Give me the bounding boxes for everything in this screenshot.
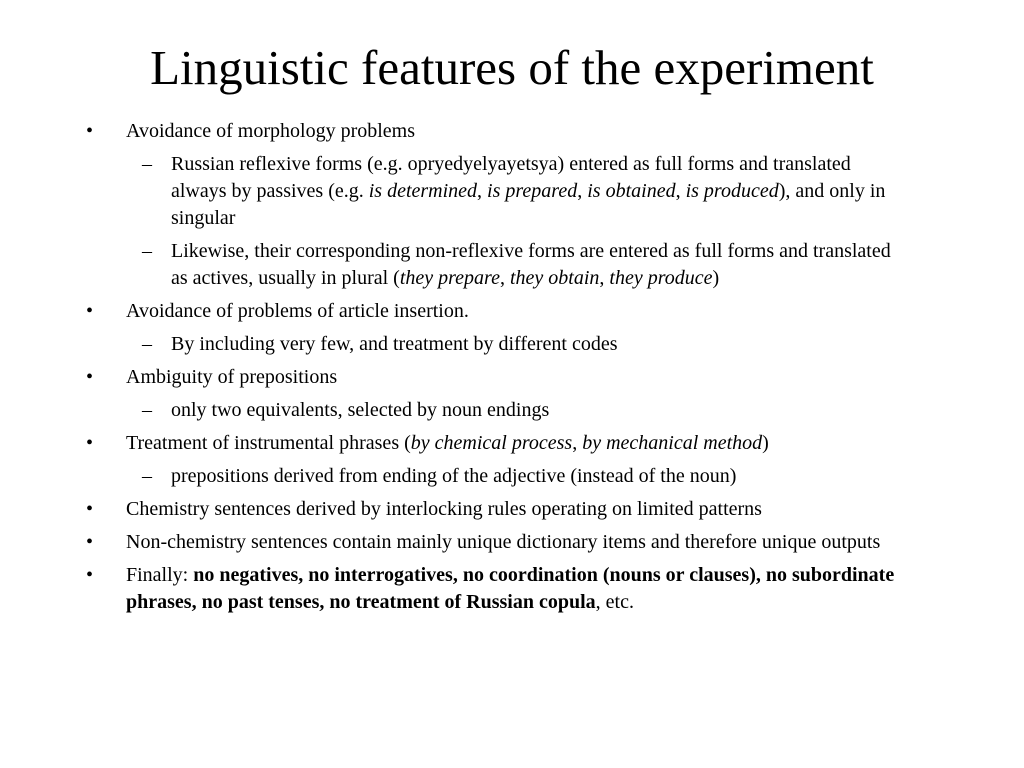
bullet-marker: • — [86, 300, 94, 322]
separator: , — [572, 432, 583, 454]
italic-example: is determined — [368, 180, 478, 202]
bullet-marker: • — [86, 564, 94, 586]
bullet-text: Chemistry sentences derived by interlocking rules operating on limited patterns — [126, 498, 762, 520]
italic-example: is produced — [685, 180, 779, 202]
text-segment: Russian reflexive forms (e.g. opryedyelyayetsya) entered as full forms and translated always by passives (e.g. — [171, 153, 851, 202]
bullet-marker: • — [86, 366, 94, 388]
italic-example: they prepare — [399, 267, 500, 289]
dash-marker: – — [142, 399, 152, 421]
bullet-item-instrumental-phrases — [0, 430, 1024, 457]
dash-marker: – — [142, 240, 152, 262]
text-segment: Finally: — [126, 564, 194, 586]
bullet-marker: • — [86, 498, 94, 520]
bullet-marker: • — [86, 432, 94, 454]
dash-marker: – — [142, 153, 152, 175]
sub-item-adjective-ending — [0, 463, 1024, 490]
bold-limitations: no negatives, no interrogatives, no coordination (nouns or clauses), no subordinate phrases, no past tenses, no treatment of Russian copula — [126, 564, 895, 613]
italic-example: they obtain — [509, 267, 600, 289]
bullet-item-prepositions — [0, 364, 1024, 391]
bullet-item-chemistry-sentences — [0, 496, 1024, 523]
bullet-text: Ambiguity of prepositions — [126, 366, 338, 388]
bullet-item-finally — [0, 562, 1024, 616]
sub-item-different-codes — [0, 331, 1024, 358]
separator: , — [675, 180, 686, 202]
bullet-text: Avoidance of problems of article insertion. — [126, 300, 469, 322]
italic-example: is obtained — [587, 180, 676, 202]
italic-example: by mechanical method — [582, 432, 763, 454]
bullet-list — [0, 118, 1024, 616]
separator: , — [577, 180, 588, 202]
italic-example: they produce — [609, 267, 713, 289]
text-segment: ), and only in singular — [171, 180, 886, 229]
text-segment: Treatment of instrumental phrases ( — [126, 432, 411, 454]
text-segment: ) — [712, 267, 720, 289]
bullet-marker: • — [86, 531, 94, 553]
dash-marker: – — [142, 465, 152, 487]
bullet-item-non-chemistry-sentences — [0, 529, 1024, 556]
sub-text: prepositions derived from ending of the adjective (instead of the noun) — [171, 465, 737, 487]
italic-example: is prepared — [487, 180, 578, 202]
bullet-item-article-insertion — [0, 298, 1024, 325]
bullet-text: Non-chemistry sentences contain mainly unique dictionary items and therefore unique outputs — [126, 531, 881, 553]
text-segment: ) — [762, 432, 769, 454]
sub-item-non-reflexive-forms — [0, 238, 1024, 292]
bullet-item-morphology — [0, 118, 1024, 145]
sub-text: only two equivalents, selected by noun endings — [171, 399, 550, 421]
text-segment: , etc. — [595, 591, 634, 613]
separator: , — [599, 267, 610, 289]
sub-text: By including very few, and treatment by different codes — [171, 333, 618, 355]
separator: , — [477, 180, 488, 202]
sub-item-noun-endings — [0, 397, 1024, 424]
bullet-marker: • — [86, 120, 94, 142]
bullet-text: Avoidance of morphology problems — [126, 120, 416, 142]
sub-item-reflexive-forms — [0, 151, 1024, 232]
dash-marker: – — [142, 333, 152, 355]
slide-title: Linguistic features of the experiment — [150, 40, 874, 95]
italic-example: by chemical process — [410, 432, 573, 454]
separator: , — [499, 267, 510, 289]
text-segment: Likewise, their corresponding non-reflexive forms are entered as full forms and translated as actives, usually in plural ( — [171, 240, 891, 289]
